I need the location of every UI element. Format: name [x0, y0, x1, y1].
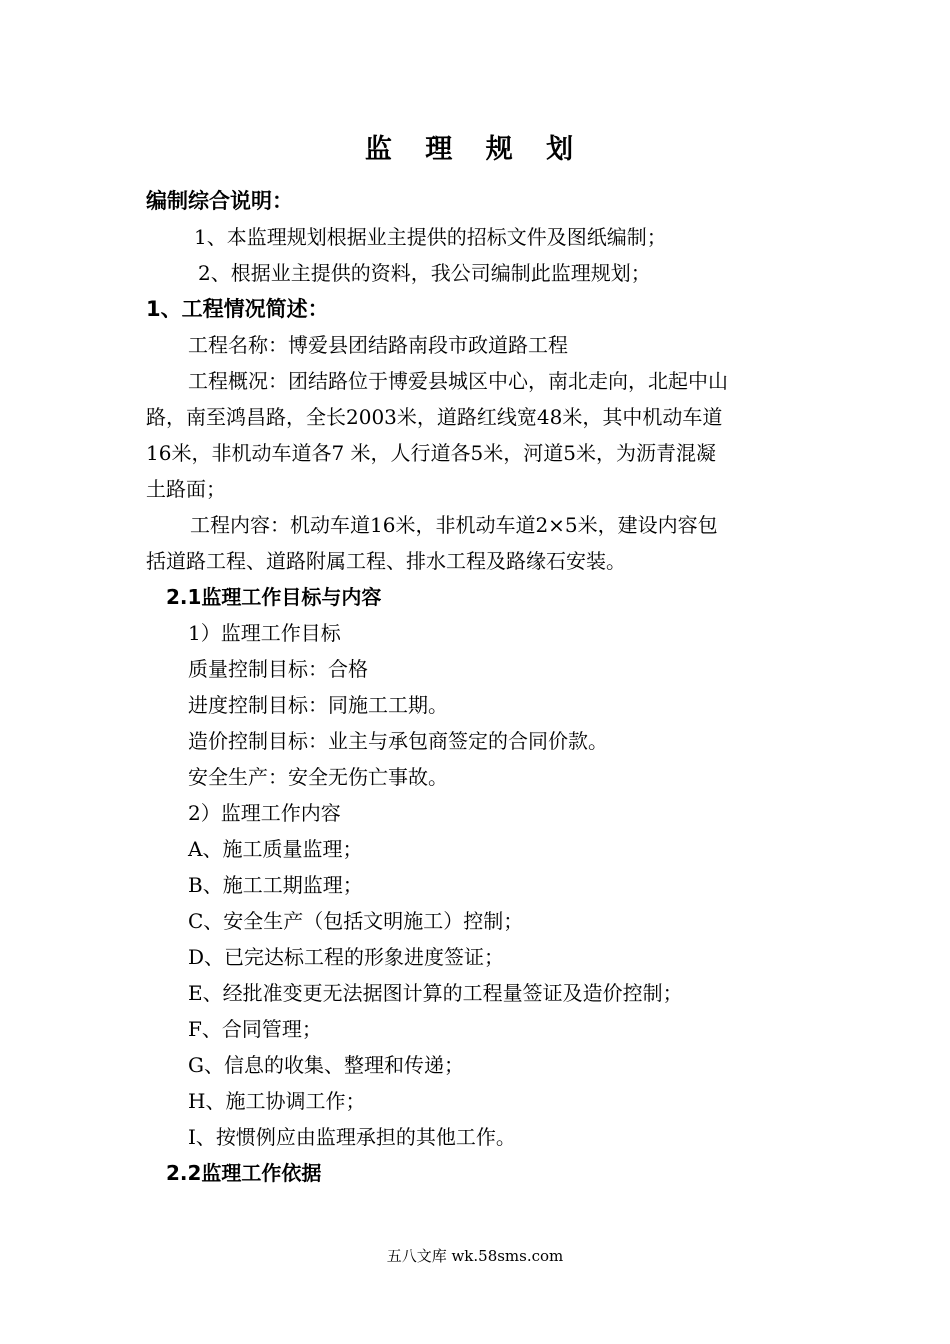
project-overview	[146, 363, 810, 507]
content-item-f: F、合同管理；	[188, 1017, 322, 1041]
overview-line-1: 工程概况：团结路位于博爱县城区中心，南北走向，北起中山	[188, 369, 728, 393]
intro-heading: 编制综合说明：	[146, 189, 293, 213]
goal-safety: 安全生产：安全无伤亡事故。	[188, 765, 448, 789]
document-body	[146, 183, 810, 1191]
goal-quality: 质量控制目标：合格	[188, 657, 368, 681]
project-content	[146, 507, 810, 579]
overview-line-2: 路，南至鸿昌路，全长2003米，道路红线宽48米，其中机动车道	[146, 405, 723, 429]
content-item-i: I、按惯例应由监理承担的其他工作。	[188, 1125, 516, 1149]
page-title: 监 理 规 划	[364, 134, 586, 165]
section22-heading: 2.2监理工作依据	[166, 1161, 322, 1185]
section1-heading: 1、工程情况简述：	[146, 297, 329, 321]
content-item-d: D、已完达标工程的形象进度签证；	[188, 945, 505, 969]
content-item-g: G、信息的收集、整理和传递；	[188, 1053, 464, 1077]
overview-line-3: 16米，非机动车道各7 米，人行道各5米，河道5米，为沥青混凝	[146, 441, 716, 465]
content-title: 2）监理工作内容	[188, 801, 341, 825]
content-line-1: 工程内容：机动车道16米，非机动车道2×5米，建设内容包	[190, 513, 718, 537]
goal-schedule: 进度控制目标：同施工工期。	[188, 693, 448, 717]
section21-heading: 2.1监理工作目标与内容	[166, 585, 382, 609]
content-item-a: A、施工质量监理；	[188, 837, 363, 861]
content-item-b: B、施工工期监理；	[188, 873, 363, 897]
goals-title: 1）监理工作目标	[188, 621, 341, 645]
content-item-h: H、施工协调工作；	[188, 1089, 366, 1113]
intro-item-1: 1、本监理规划根据业主提供的招标文件及图纸编制；	[194, 225, 667, 249]
content-item-c: C、安全生产（包括文明施工）控制；	[188, 909, 524, 933]
overview-line-4: 土路面；	[146, 477, 226, 501]
project-name-line: 工程名称：博爱县团结路南段市政道路工程	[188, 333, 568, 357]
content-item-e: E、经批准变更无法据图计算的工程量签证及造价控制；	[188, 981, 683, 1005]
intro-item-2: 2、根据业主提供的资料，我公司编制此监理规划；	[198, 261, 651, 285]
footer-watermark: 五八文库 wk.58sms.com	[386, 1247, 564, 1265]
goal-cost: 造价控制目标：业主与承包商签定的合同价款。	[188, 729, 608, 753]
content-line-2: 括道路工程、道路附属工程、排水工程及路缘石安装。	[146, 549, 626, 573]
